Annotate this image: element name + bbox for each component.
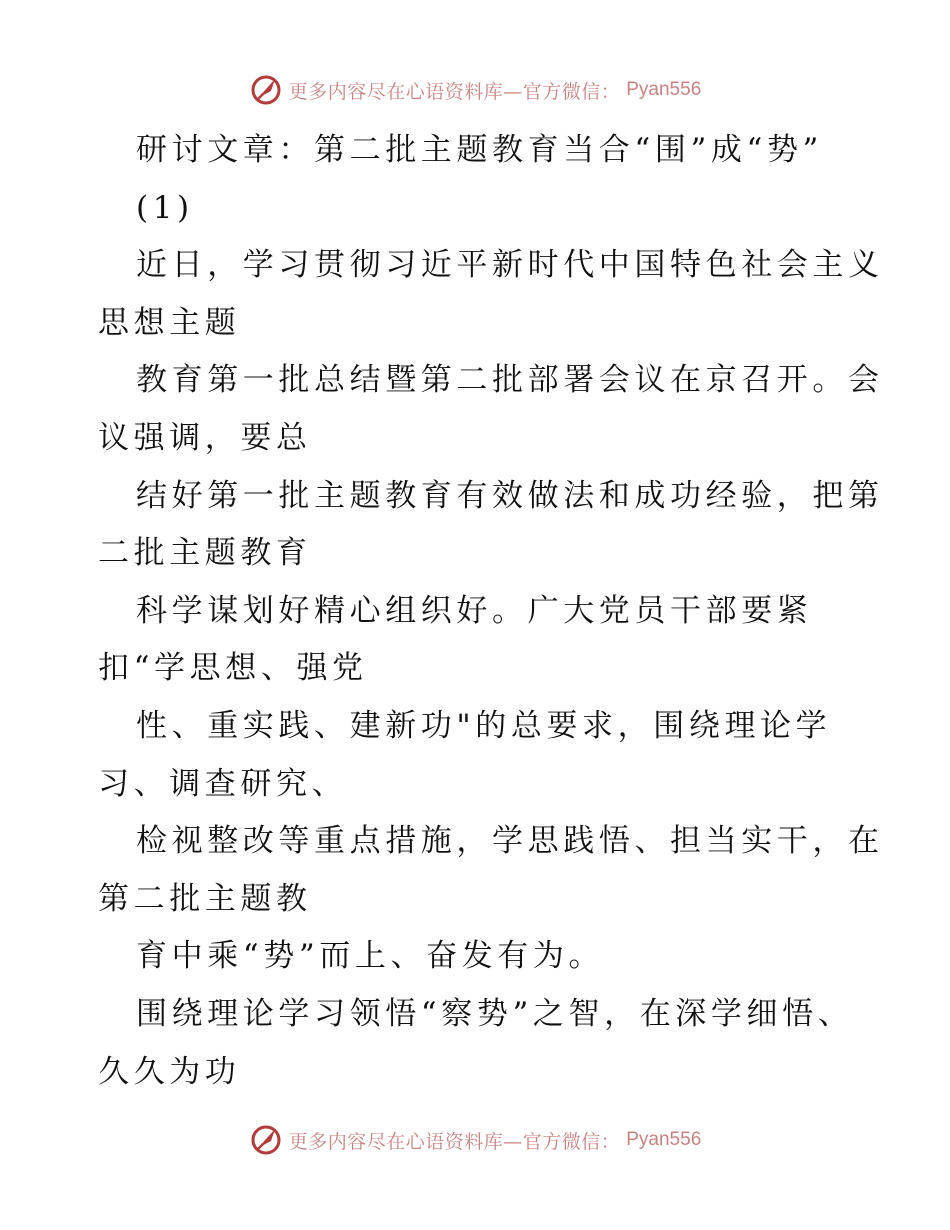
watermark-account: Pyan556 (626, 1129, 702, 1150)
text-line: 教育第一批总结暨第二批部署会议在京召开。会 (136, 362, 884, 399)
text-line: 围绕理论学习领悟“察势”之智，在深学细悟、 (136, 995, 854, 1032)
text-line: 第二批主题教 (98, 880, 312, 917)
text-line: 思想主题 (98, 304, 241, 341)
text-line: 习、调查研究、 (98, 765, 348, 802)
text-line: 科学谋划好精心组织好。广大党员干部要紧 (136, 592, 813, 629)
text-line: 扣“学思想、强党 (98, 650, 368, 687)
quill-logo-icon (249, 1123, 283, 1157)
watermark-text: 更多内容尽在心语资料库—官方微信： (288, 80, 621, 103)
header-watermark (0, 70, 950, 110)
text-line: 性、重实践、建新功"的总要求，围绕理论学 (136, 707, 832, 744)
text-line: 久久为功 (98, 1053, 241, 1090)
quill-logo-icon (249, 73, 283, 107)
text-line: 议强调，要总 (98, 419, 312, 456)
article-body (98, 122, 884, 1101)
watermark-text: 更多内容尽在心语资料库—官方微信： (288, 1130, 621, 1153)
text-line: 近日，学习贯彻习近平新时代中国特色社会主义 (136, 247, 884, 284)
text-line: 育中乘“势”而上、奋发有为。 (136, 938, 605, 975)
footer-watermark (0, 1120, 950, 1160)
text-line: 检视整改等重点措施，学思践悟、担当实干，在 (136, 823, 884, 860)
text-line: (1) (136, 189, 194, 226)
text-line: 结好第一批主题教育有效做法和成功经验，把第 (136, 477, 884, 514)
watermark-account: Pyan556 (626, 79, 702, 100)
article-title-line: 研讨文章：第二批主题教育当合“围”成“势” (136, 132, 823, 168)
text-line: 二批主题教育 (98, 535, 312, 572)
